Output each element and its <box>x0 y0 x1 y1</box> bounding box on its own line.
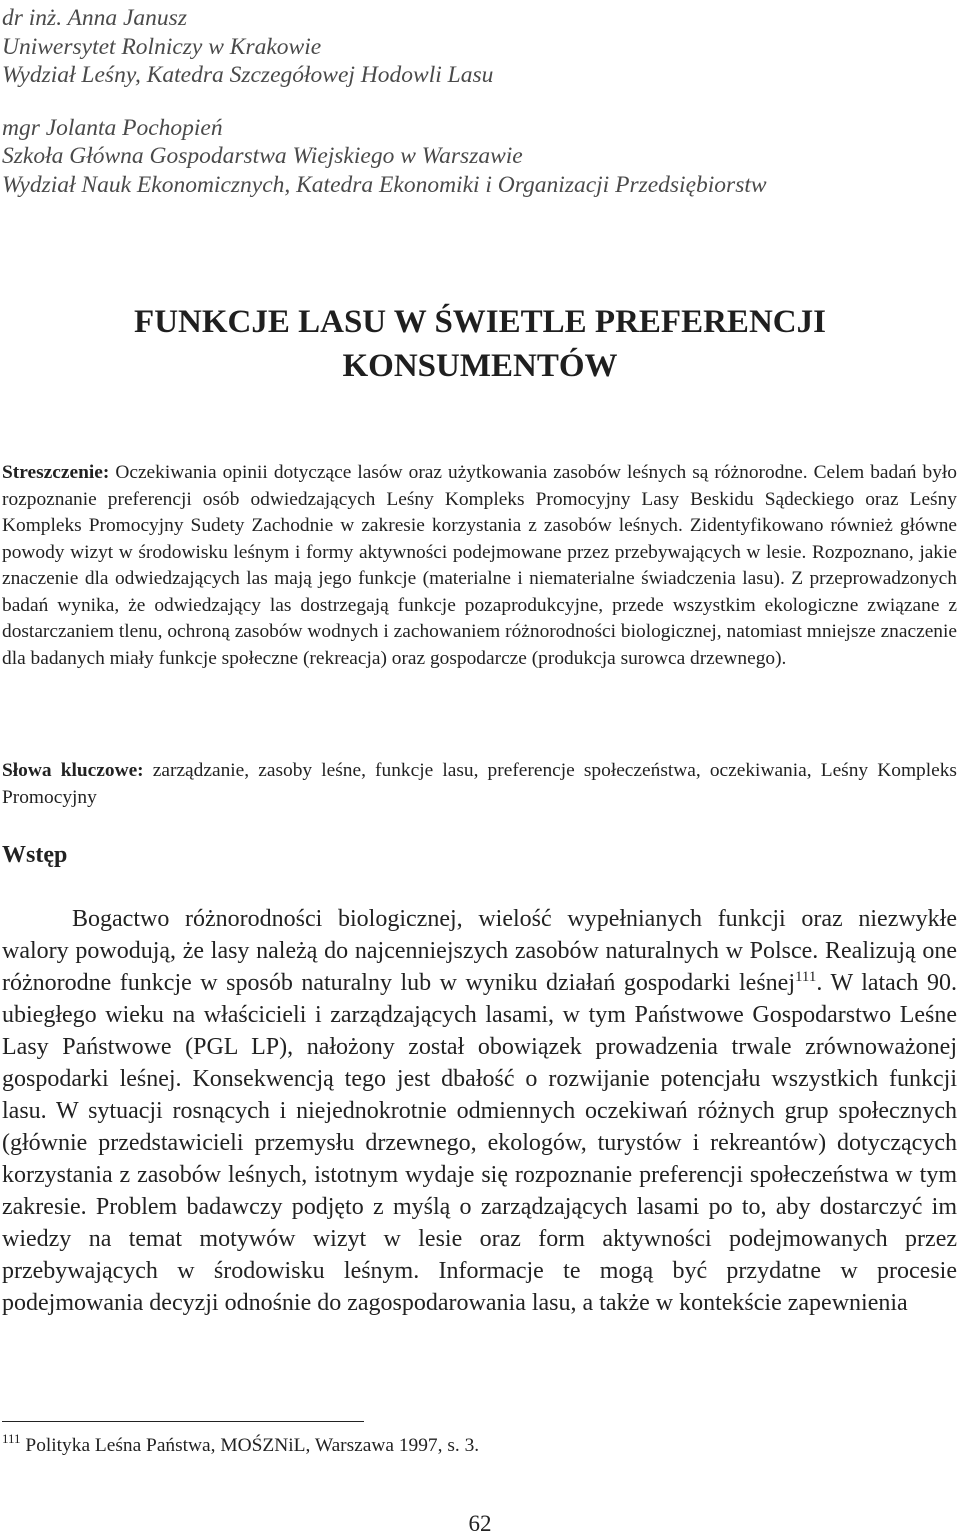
keywords <box>2 757 957 811</box>
footnote-reference[interactable]: 111 <box>794 969 817 985</box>
author-name: mgr Jolanta Pochopień <box>2 114 223 141</box>
intro-paragraph <box>2 903 957 1319</box>
author-university: Uniwersytet Rolniczy w Krakowie <box>2 33 322 60</box>
footnote-number: 111 <box>2 1431 21 1446</box>
footnote-text: Polityka Leśna Państwa, MOŚZNiL, Warszawa 1997, s. 3. <box>25 1435 480 1456</box>
title-line: FUNKCJE LASU W ŚWIETLE PREFERENCJI <box>134 304 826 340</box>
abstract <box>2 460 957 672</box>
title-line: KONSUMENTÓW <box>342 348 618 384</box>
author-department: Wydział Leśny, Katedra Szczegółowej Hodowli Lasu <box>2 62 494 88</box>
abstract-text: Oczekiwania opinii dotyczące lasów oraz użytkowania zasobów leśnych są różnorodne. Celem badań było rozpoznanie preferencji osób odwiedzających Leśny Kompleks Promocyjny Lasy Beskidu Sądeckiego oraz Leśny Kompleks Promocyjny Sudety Zachodnie w zakresie korzystania z zasobów leśnych. Zidentyfikowano również główne powody wizyt w środowisku leśnym i formy aktywności podejmowane przez przebywających w lesie. Rozpoznano, jakie znaczenie dla odwiedzających las mają jego funkcje (materialne i niematerialne świadczenia lasu). Z przeprowadzonych badań wynika, że odwiedzający las dostrzegają funkcje pozaprodukcyjne, przede wszystkim ekologiczne związane z dostarczaniem tlenu, ochroną zasobów wodnych i zachowaniem różnorodności biologicznej, natomiast mniejsze znaczenie dla badanych miały funkcje społeczne (rekreacja) oraz gospodarcze (produkcja surowca drzewnego). <box>2 462 957 669</box>
author-name: dr inż. Anna Janusz <box>2 5 187 31</box>
author-affiliations <box>2 4 952 199</box>
abstract-label: Streszczenie: <box>2 462 110 483</box>
keywords-label: Słowa kluczowe: <box>2 760 144 781</box>
keywords-text: zarządzanie, zasoby leśne, funkcje lasu, preferencje społeczeństwa, oczekiwania, Leśny Kompleks Promocyjny <box>2 760 957 808</box>
footnote-divider <box>2 1421 364 1422</box>
section-heading: Wstęp <box>2 842 68 868</box>
paper-title <box>0 300 960 388</box>
intro-text-part2: . W latach 90. ubiegłego wieku na właścicieli i zarządzających lasami, w tym Państwowe Gospodarstwo Leśne Lasy Państwowe (PGL LP), nałożony został obowiązek prowadzenia trwale zrównoważonej gospodarki leśnej. Konsekwencją tego jest dbałość o rozwijanie potencjału wszystkich funkcji lasu. W sytuacji rosnących i niejednokrotnie odmiennych oczekiwań różnych grup społecznych (głównie przedstawicieli przemysłu drzewnego, ekologów, turystów i rekreantów) dotyczących korzystania z zasobów leśnych, istotnym wydaje się rozpoznanie preferencji społeczeństwa w tym zakresie. Problem badawczy podjęto z myślą o zarządzających lasami po to, aby dostarczyć im wiedzy na temat motywów wizyt w lesie oraz form aktywności podejmowanych przez przebywających w środowisku leśnym. Informacje te mogą być przydatne w procesie podejmowania decyzji odnośnie do zagospodarowania lasu, a także w kontekście zapewnienia <box>2 970 957 1316</box>
intro-text-part1: Bogactwo różnorodności biologicznej, wielość wypełnianych funkcji oraz niezwykłe walory powodują, że lasy należą do najcenniejszych zasobów naturalnych w Polsce. Realizują one różnorodne funkcje w sposób naturalny lub w wyniku działań gospodarki leśnej <box>2 906 957 996</box>
footnote <box>2 1431 480 1457</box>
page-number: 62 <box>468 1511 492 1536</box>
author-university: Szkoła Główna Gospodarstwa Wiejskiego w Warszawie <box>2 143 523 169</box>
author-department: Wydział Nauk Ekonomicznych, Katedra Ekonomiki i Organizacji Przedsiębiorstw <box>2 171 767 198</box>
